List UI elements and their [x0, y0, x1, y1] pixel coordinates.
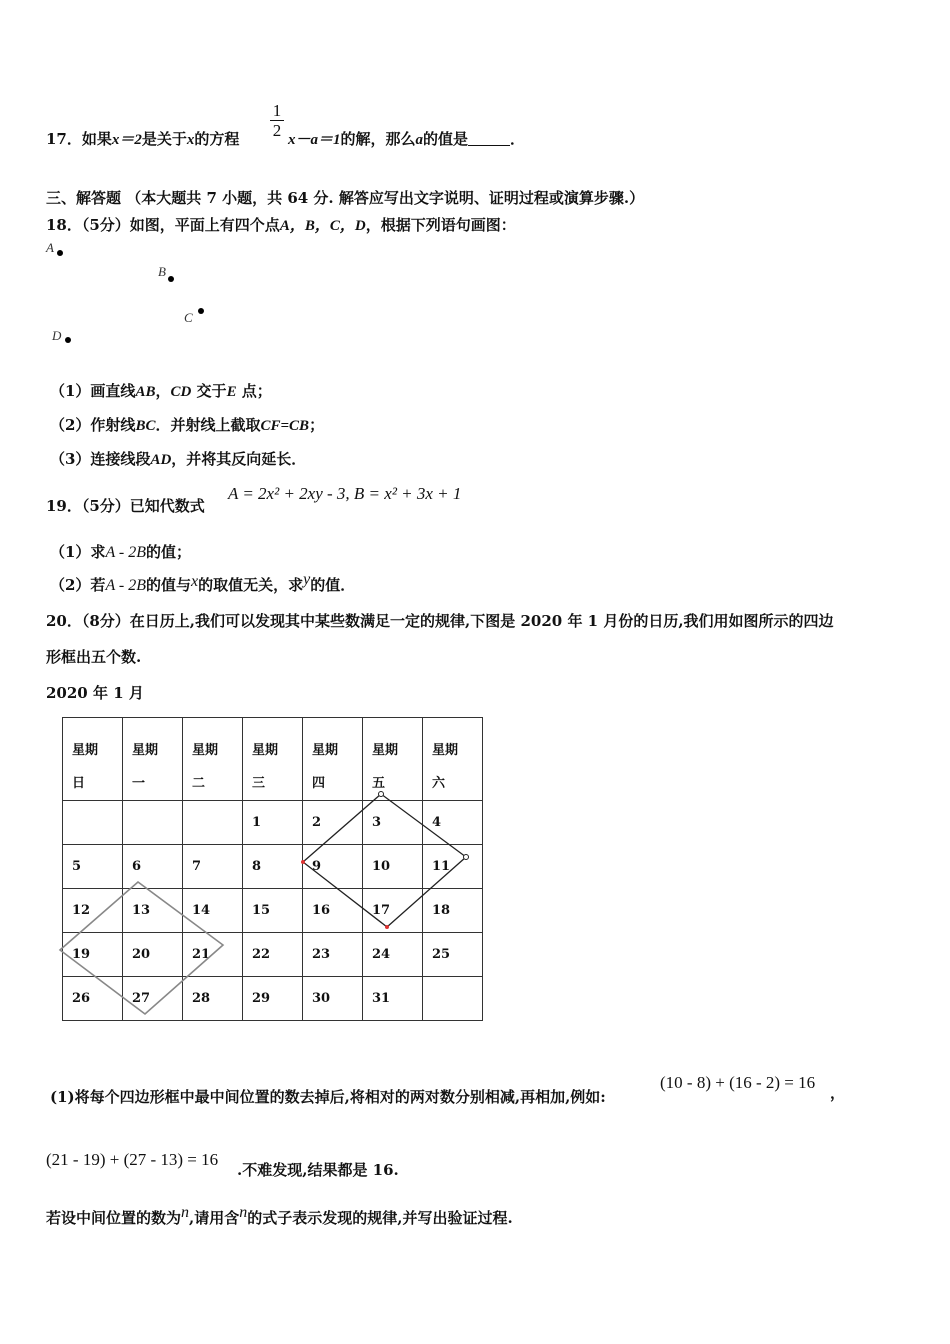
calendar-cell: 26	[63, 977, 123, 1021]
q19-var-x: x	[191, 573, 199, 590]
q18-sub2-cf: CF=CB	[260, 418, 310, 434]
q19-sub1-a: （1）求	[50, 543, 106, 561]
q18-sub1-g: 点；	[236, 382, 272, 400]
q20-p1-formula: (10 - 8) + (16 - 2) = 16	[660, 1073, 816, 1092]
weekday-fri: 星期 五	[363, 718, 423, 801]
diamond-frame-right	[303, 794, 466, 927]
q19-sub1-expr: A - 2B	[105, 544, 147, 561]
q20-p3	[46, 1204, 513, 1228]
q18-sub1-a: （1）画直线	[50, 382, 136, 400]
q18-sub2-c: ．并射线上截取	[155, 416, 261, 434]
q18-stem-end: ，根据下列语句画图：	[365, 216, 516, 234]
q19-sub2-a: （2）若	[50, 576, 106, 594]
q20-line2: 形框出五个数.	[46, 648, 142, 666]
calendar-cell: 25	[423, 933, 483, 977]
weekday-sun: 星期 日	[63, 718, 123, 801]
calendar-cell: 12	[63, 889, 123, 933]
q19-var-y: y	[303, 571, 311, 588]
calendar-cell: 8	[243, 845, 303, 889]
q18-sub1-point-e: E	[226, 384, 237, 400]
q20-p1-text: (1)将每个四边形框中最中间位置的数去掉后,将相对的两对数分别相减,再相加,例如:	[50, 1088, 606, 1106]
q17-frac-num: 1	[272, 101, 282, 120]
diamond-right-vertex-right	[464, 855, 469, 860]
calendar-cell: 6	[123, 845, 183, 889]
q17-mid3: 的解，那么	[340, 130, 416, 148]
weekday-wed: 星期 三	[243, 718, 303, 801]
calendar-cell: 5	[63, 845, 123, 889]
q18-sub3-c: ，并将其反向延长．	[171, 450, 307, 468]
weekday-mon: 星期 一	[123, 718, 183, 801]
calendar-cell: 1	[243, 801, 303, 845]
q20-p3-a: 若设中间位置的数为	[46, 1209, 182, 1227]
calendar-cell: 19	[63, 933, 123, 977]
q18-sub2-bc: BC	[135, 418, 156, 434]
calendar-cell: 9	[303, 845, 363, 889]
q18-stem-text: 18．（5分）如图，平面上有四个点	[46, 216, 280, 234]
q17-frac-den: 2	[270, 120, 284, 140]
calendar-cell: 23	[303, 933, 363, 977]
q17-mid4: 的值是	[423, 130, 469, 148]
diamond-right-vertex-bottom	[385, 925, 389, 929]
q17-mid2: 的方程	[194, 130, 240, 148]
q18-sub2-e: ；	[309, 416, 325, 434]
q18-sub1-ab: AB	[135, 384, 156, 400]
point-a-label: A	[46, 240, 54, 255]
calendar-cell: 13	[123, 889, 183, 933]
q18-sub1-e: 交于	[191, 382, 227, 400]
calendar-cell: 11	[423, 845, 483, 889]
diamond-right-vertex-top	[379, 792, 384, 797]
calendar-cell: 29	[243, 977, 303, 1021]
calendar-cell: 20	[123, 933, 183, 977]
q17-var-x: x	[186, 132, 195, 148]
calendar-cell: 27	[123, 977, 183, 1021]
q20-p1-comma: ，	[830, 1084, 846, 1102]
q19-sub2-c: 的取值无关，求	[198, 576, 304, 594]
calendar-cell: 31	[363, 977, 423, 1021]
q18-sub3-a: （3）连接线段	[50, 450, 151, 468]
calendar-cell: 7	[183, 845, 243, 889]
q18-sub3-ad: AD	[150, 452, 172, 468]
q19-sub1-b: 的值；	[146, 543, 192, 561]
q17-mid1: 是关于	[141, 130, 187, 148]
weekday-sat: 星期 六	[423, 718, 483, 801]
point-d-label: D	[52, 328, 62, 343]
diamond-frame-left	[60, 882, 223, 1014]
q19-sub2-b: 的值与	[146, 576, 192, 594]
calendar-cell: 2	[303, 801, 363, 845]
calendar-cell: 4	[423, 801, 483, 845]
q20-p2-formula: (21 - 19) + (27 - 13) = 16	[46, 1150, 219, 1169]
q19-sub2-expr: A - 2B	[105, 577, 147, 594]
calendar-cell: 10	[363, 845, 423, 889]
section3-title: 三、解答题 （本大题共 7 小题，共 64 分. 解答应写出文字说明、证明过程或演算步骤.）	[46, 189, 645, 207]
q18-sub1-c: ，	[155, 382, 171, 400]
q19-stem: 19．（5分）已知代数式	[46, 497, 205, 515]
calendar-cell: 22	[243, 933, 303, 977]
q20-var-n: n	[181, 1204, 190, 1221]
calendar-title: 2020 年 1 月	[46, 684, 144, 702]
q20-var-n-2: n	[239, 1204, 248, 1221]
q20-p2-text: .不难发现,结果都是 16.	[237, 1161, 399, 1179]
calendar-cell: 17	[363, 889, 423, 933]
q17-cond: x＝2	[111, 132, 142, 148]
calendar-cell: 15	[243, 889, 303, 933]
q18-sub1-cd: CD	[170, 384, 192, 400]
calendar-cell: 18	[423, 889, 483, 933]
q17-end: ．	[510, 130, 526, 148]
weekday-thu: 星期 四	[303, 718, 363, 801]
calendar-cell: 3	[363, 801, 423, 845]
q20-p3-b: ,请用含	[189, 1209, 240, 1227]
q20-line1: 20．（8分）在日历上,我们可以发现其中某些数满足一定的规律,下图是 2020 年 1 月份的日历,我们用如图所示的四边	[46, 612, 834, 630]
q17-prefix: 17．如果	[46, 130, 112, 148]
weekday-tue: 星期 二	[183, 718, 243, 801]
calendar-cell: 21	[183, 933, 243, 977]
q19-sub2-d: 的值．	[310, 576, 356, 594]
calendar-cell: 30	[303, 977, 363, 1021]
point-c-label: C	[184, 310, 193, 325]
q18-sub2-a: （2）作射线	[50, 416, 136, 434]
calendar-cell: 28	[183, 977, 243, 1021]
point-b-label: B	[158, 264, 166, 279]
q19-formula: A = 2x² + 2xy - 3, B = x² + 3x + 1	[228, 484, 462, 503]
q18-points: A，B，C，D	[279, 218, 366, 234]
diamond-right-vertex-left	[301, 860, 305, 864]
calendar-cell: 16	[303, 889, 363, 933]
q17-var-a: a	[415, 132, 424, 148]
calendar-cell: 14	[183, 889, 243, 933]
q20-p3-c: 的式子表示发现的规律,并写出验证过程.	[247, 1209, 513, 1227]
calendar-cell: 24	[363, 933, 423, 977]
q17-eq: x－a＝1	[288, 132, 341, 148]
